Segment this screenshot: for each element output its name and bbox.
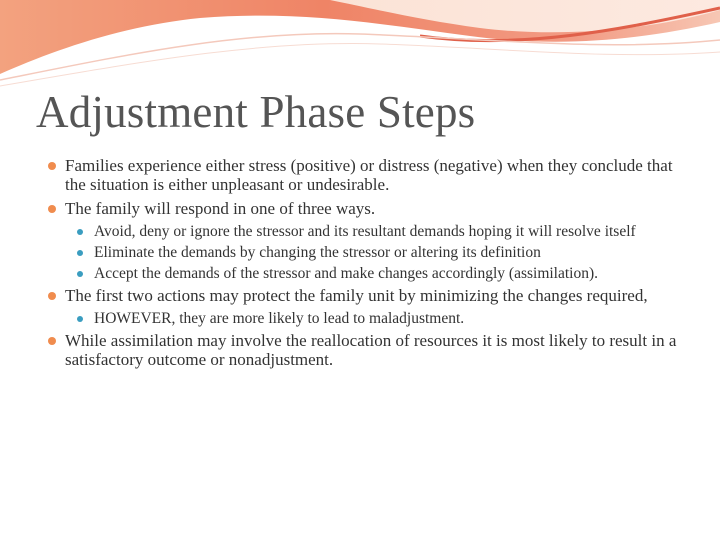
slide-title: Adjustment Phase Steps bbox=[36, 87, 476, 137]
bullet-item bbox=[48, 199, 688, 218]
sub-bullet-dot-icon bbox=[77, 271, 83, 277]
sub-bullet-dot-icon bbox=[77, 250, 83, 256]
sub-bullet-item bbox=[48, 310, 688, 327]
bullet-dot-icon bbox=[48, 205, 56, 213]
header-wave-decoration bbox=[0, 0, 720, 90]
bullet-dot-icon bbox=[48, 292, 56, 300]
bullet-dot-icon bbox=[48, 162, 56, 170]
wave-line-white bbox=[0, 34, 720, 80]
sub-bullet-dot-icon bbox=[77, 316, 83, 322]
bullet-list bbox=[48, 156, 688, 374]
bullet-text: HOWEVER, they are more likely to lead to maladjustment. bbox=[94, 310, 465, 327]
bullet-text: The first two actions may protect the family unit by minimizing the changes required, bbox=[65, 286, 648, 305]
bullet-item bbox=[48, 286, 688, 305]
sub-bullet-dot-icon bbox=[77, 229, 83, 235]
wave-line-thin bbox=[0, 44, 720, 86]
sub-bullet-item bbox=[48, 265, 688, 282]
bullet-text: While assimilation may involve the reallocation of resources it is most likely to result in a satisfactory outcome or nonadjustment. bbox=[65, 331, 677, 369]
sub-bullet-item bbox=[48, 244, 688, 261]
bullet-text: Eliminate the demands by changing the stressor or altering its definition bbox=[94, 244, 541, 261]
bullet-item bbox=[48, 156, 688, 194]
bullet-text: Avoid, deny or ignore the stressor and its resultant demands hoping it will resolve itself bbox=[94, 223, 636, 240]
bullet-text: The family will respond in one of three ways. bbox=[65, 199, 376, 218]
bullet-dot-icon bbox=[48, 337, 56, 345]
sub-bullet-item bbox=[48, 223, 688, 240]
bullet-text: Accept the demands of the stressor and make changes accordingly (assimilation). bbox=[94, 265, 599, 282]
bullet-text: Families experience either stress (positive) or distress (negative) when they conclude that the situation is either unpleasant or undesirable. bbox=[65, 156, 673, 194]
bullet-item bbox=[48, 331, 688, 369]
